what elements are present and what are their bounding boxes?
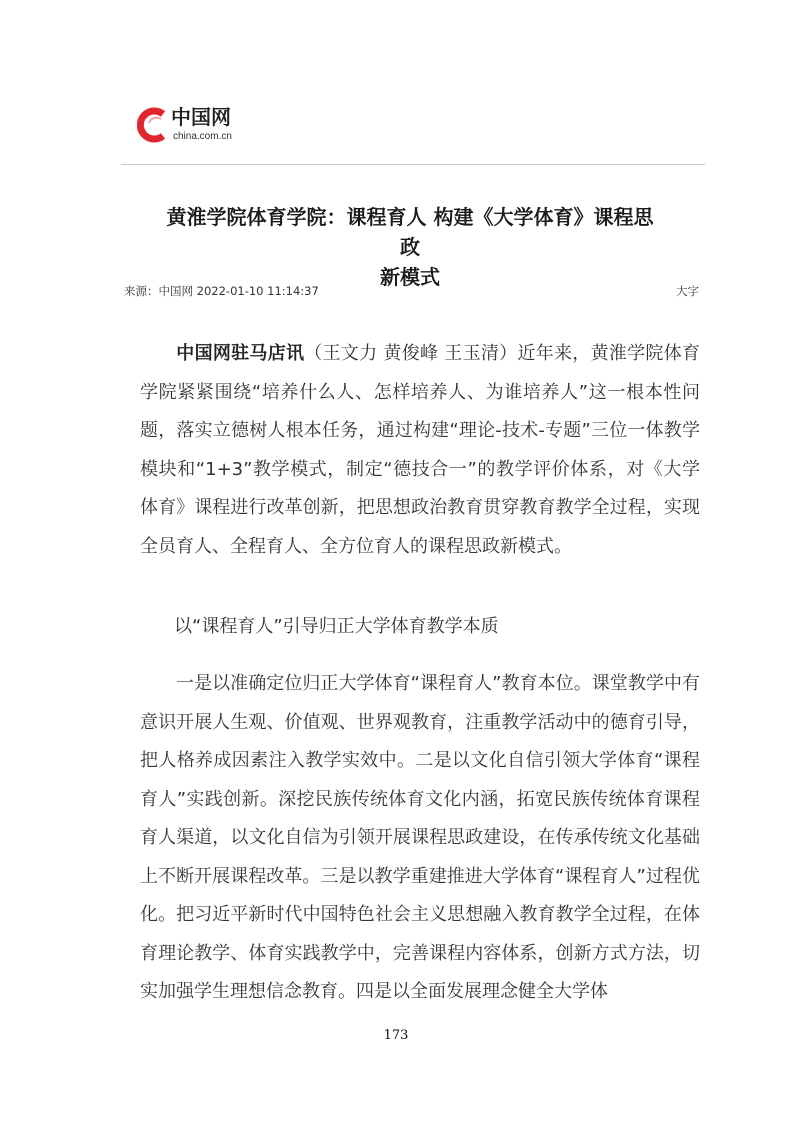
article-paragraph-1: [140, 335, 700, 566]
font-size-toggle[interactable]: 大字: [676, 284, 699, 298]
china-com-cn-logo-icon: [137, 107, 171, 143]
logo-domain: china.com.cn: [173, 131, 232, 142]
logo-text: 中国网: [171, 105, 231, 129]
article-title: [160, 202, 660, 292]
dateline: 中国网驻马店讯: [176, 343, 305, 364]
article-title-line1: 黄淮学院体育学院：课程育人 构建《大学体育》课程思政: [166, 205, 654, 259]
paragraph-2-body: 一是以准确定位归正大学体育“课程育人”教育本位。课堂教学中有意识开展人生观、价值观、世界观教育，注重教学活动中的德育引导，把人格养成因素注入教学实效中。二是以文化自信引领大学体育“课程育人”实践创新。深挖民族传统体育文化内涵，拓宽民族传统体育课程育人渠道，以文化自信为引领开展课程思政建设，在传承传统文化基础上不断开展课程改革。三是以教学重建推进大学体育“课程育人”过程优化。把习近平新时代中国特色社会主义思想融入教育教学全过程，在体育理论教学、体育实践教学中，完善课程内容体系，创新方式方法，切实加强学生理想信念教育。四是以全面发展理念健全大学体: [140, 673, 700, 1002]
page-number: 173: [383, 1028, 409, 1043]
section-subheading: 以“课程育人”引导归正大学体育教学本质: [174, 616, 499, 637]
paragraph-1-body: （王文力 黄俊峰 王玉清）近年来，黄淮学院体育学院紧紧围绕“培养什么人、怎样培养人、为谁培养人”这一根本性问题，落实立德树人根本任务，通过构建“理论-技术-专题”三位一体教学模块和“1+3”教学模式，制定“德技合一”的教学评价体系，对《大学体育》课程进行改革创新，把思想政治教育贯穿教育教学全过程，实现全员育人、全程育人、全方位育人的课程思政新模式。: [140, 343, 700, 557]
article-title-line2: 新模式: [380, 265, 440, 289]
header-divider: [121, 164, 705, 165]
article-source-date: 来源：中国网 2022-01-10 11:14:37: [124, 284, 319, 298]
site-logo[interactable]: [137, 105, 257, 149]
article-paragraph-2: [140, 665, 700, 1012]
